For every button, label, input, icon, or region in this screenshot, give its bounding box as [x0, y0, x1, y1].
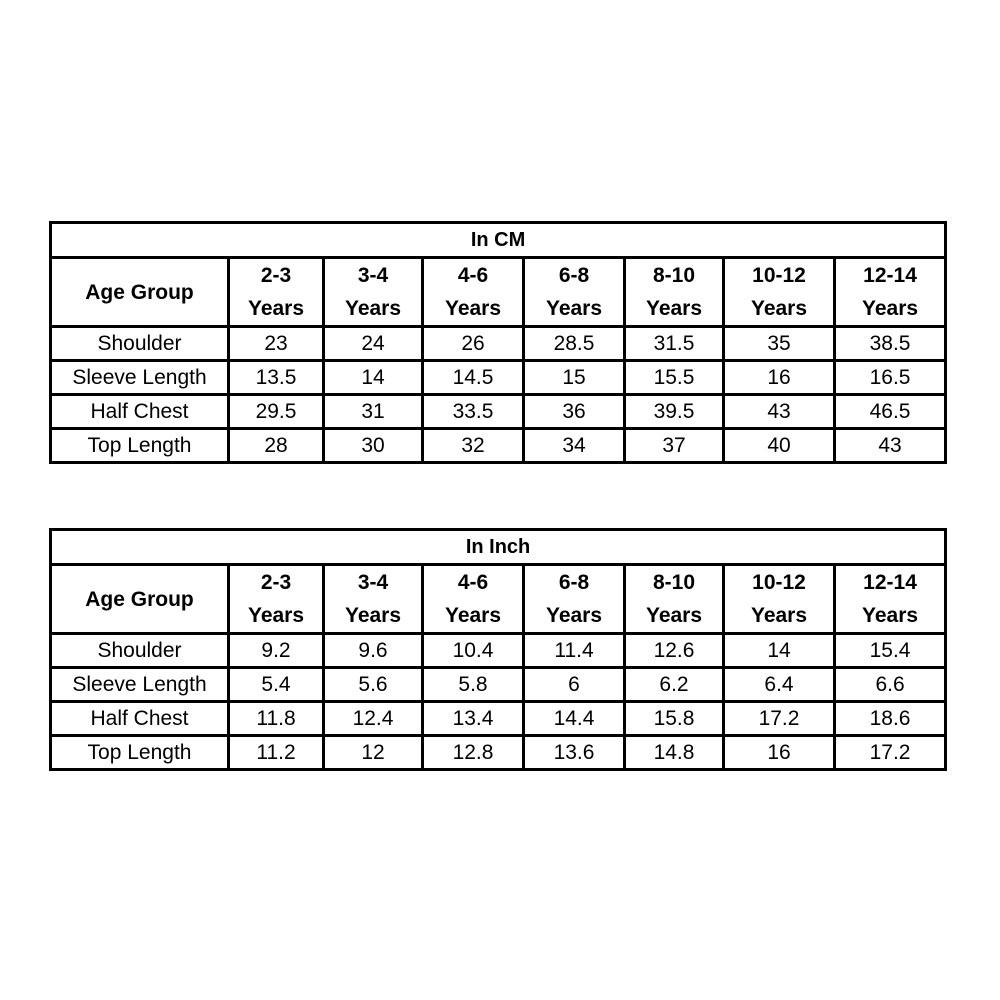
- age-unit: Years: [247, 297, 305, 320]
- age-unit: Years: [645, 604, 703, 627]
- size-table-cm: [49, 221, 947, 464]
- row-label: Sleeve Length: [51, 668, 229, 702]
- value-cell: 9.6: [324, 634, 423, 668]
- table-row: [51, 736, 946, 770]
- size-table-inch: [49, 528, 947, 771]
- column-header: [324, 565, 423, 634]
- table-title: In Inch: [51, 530, 946, 565]
- value-cell: 10.4: [423, 634, 524, 668]
- value-cell: 23: [229, 327, 324, 361]
- value-cell: 40: [724, 429, 835, 463]
- table-title: In CM: [51, 223, 946, 258]
- column-header: [625, 565, 724, 634]
- value-cell: 15.8: [625, 702, 724, 736]
- table-row: [51, 429, 946, 463]
- table-row: [51, 361, 946, 395]
- table-header-row: [51, 258, 946, 327]
- age-unit: Years: [444, 297, 502, 320]
- age-range: 6-8: [558, 571, 590, 594]
- age-range: 6-8: [558, 264, 590, 287]
- age-unit: Years: [444, 604, 502, 627]
- row-label: Shoulder: [51, 634, 229, 668]
- value-cell: 16: [724, 361, 835, 395]
- column-header: [229, 565, 324, 634]
- age-range: 4-6: [457, 264, 489, 287]
- value-cell: 9.2: [229, 634, 324, 668]
- value-cell: 12: [324, 736, 423, 770]
- age-unit: Years: [645, 297, 703, 320]
- value-cell: 11.8: [229, 702, 324, 736]
- age-range: 12-14: [863, 264, 917, 287]
- column-header: [724, 565, 835, 634]
- value-cell: 12.4: [324, 702, 423, 736]
- value-cell: 38.5: [835, 327, 946, 361]
- age-unit: Years: [545, 297, 603, 320]
- age-unit: Years: [862, 604, 919, 627]
- column-header: [524, 565, 625, 634]
- value-cell: 16.5: [835, 361, 946, 395]
- value-cell: 11.2: [229, 736, 324, 770]
- value-cell: 18.6: [835, 702, 946, 736]
- table-row: [51, 634, 946, 668]
- value-cell: 14: [324, 361, 423, 395]
- column-header: [835, 258, 946, 327]
- row-label: Sleeve Length: [51, 361, 229, 395]
- value-cell: 6.6: [835, 668, 946, 702]
- value-cell: 26: [423, 327, 524, 361]
- value-cell: 6.2: [625, 668, 724, 702]
- age-unit: Years: [750, 297, 808, 320]
- age-unit: Years: [247, 604, 305, 627]
- age-range: 4-6: [457, 571, 489, 594]
- table-row: [51, 702, 946, 736]
- age-unit: Years: [862, 297, 919, 320]
- value-cell: 6.4: [724, 668, 835, 702]
- value-cell: 36: [524, 395, 625, 429]
- value-cell: 15.5: [625, 361, 724, 395]
- value-cell: 12.6: [625, 634, 724, 668]
- value-cell: 43: [724, 395, 835, 429]
- value-cell: 32: [423, 429, 524, 463]
- age-range: 10-12: [752, 264, 806, 287]
- value-cell: 14.5: [423, 361, 524, 395]
- value-cell: 16: [724, 736, 835, 770]
- table-title-row: [51, 223, 946, 258]
- row-label: Shoulder: [51, 327, 229, 361]
- value-cell: 37: [625, 429, 724, 463]
- value-cell: 28: [229, 429, 324, 463]
- value-cell: 17.2: [835, 736, 946, 770]
- value-cell: 35: [724, 327, 835, 361]
- value-cell: 11.4: [524, 634, 625, 668]
- value-cell: 31: [324, 395, 423, 429]
- age-range: 12-14: [863, 571, 917, 594]
- column-header: [835, 565, 946, 634]
- age-unit: Years: [545, 604, 603, 627]
- value-cell: 24: [324, 327, 423, 361]
- value-cell: 17.2: [724, 702, 835, 736]
- column-header: [524, 258, 625, 327]
- value-cell: 5.8: [423, 668, 524, 702]
- table-row: [51, 395, 946, 429]
- table-row: [51, 327, 946, 361]
- age-unit: Years: [344, 297, 402, 320]
- table-row: [51, 668, 946, 702]
- age-range: 8-10: [652, 264, 696, 287]
- age-range: 2-3: [260, 264, 292, 287]
- value-cell: 13.6: [524, 736, 625, 770]
- table-title-row: [51, 530, 946, 565]
- value-cell: 30: [324, 429, 423, 463]
- row-label: Half Chest: [51, 702, 229, 736]
- column-header: [724, 258, 835, 327]
- value-cell: 46.5: [835, 395, 946, 429]
- value-cell: 5.4: [229, 668, 324, 702]
- age-range: 10-12: [752, 571, 806, 594]
- value-cell: 31.5: [625, 327, 724, 361]
- age-range: 3-4: [357, 571, 389, 594]
- column-header: [423, 565, 524, 634]
- value-cell: 14.8: [625, 736, 724, 770]
- value-cell: 14.4: [524, 702, 625, 736]
- column-header: [423, 258, 524, 327]
- column-header: [324, 258, 423, 327]
- column-header: [625, 258, 724, 327]
- value-cell: 29.5: [229, 395, 324, 429]
- age-group-header: Age Group: [51, 565, 229, 634]
- age-group-header: Age Group: [51, 258, 229, 327]
- age-unit: Years: [750, 604, 808, 627]
- value-cell: 33.5: [423, 395, 524, 429]
- value-cell: 39.5: [625, 395, 724, 429]
- age-unit: Years: [344, 604, 402, 627]
- value-cell: 13.5: [229, 361, 324, 395]
- value-cell: 15: [524, 361, 625, 395]
- value-cell: 14: [724, 634, 835, 668]
- value-cell: 28.5: [524, 327, 625, 361]
- value-cell: 43: [835, 429, 946, 463]
- value-cell: 12.8: [423, 736, 524, 770]
- value-cell: 15.4: [835, 634, 946, 668]
- age-range: 2-3: [260, 571, 292, 594]
- value-cell: 6: [524, 668, 625, 702]
- row-label: Half Chest: [51, 395, 229, 429]
- row-label: Top Length: [51, 736, 229, 770]
- age-range: 8-10: [652, 571, 696, 594]
- value-cell: 5.6: [324, 668, 423, 702]
- table-header-row: [51, 565, 946, 634]
- value-cell: 13.4: [423, 702, 524, 736]
- age-range: 3-4: [357, 264, 389, 287]
- row-label: Top Length: [51, 429, 229, 463]
- value-cell: 34: [524, 429, 625, 463]
- column-header: [229, 258, 324, 327]
